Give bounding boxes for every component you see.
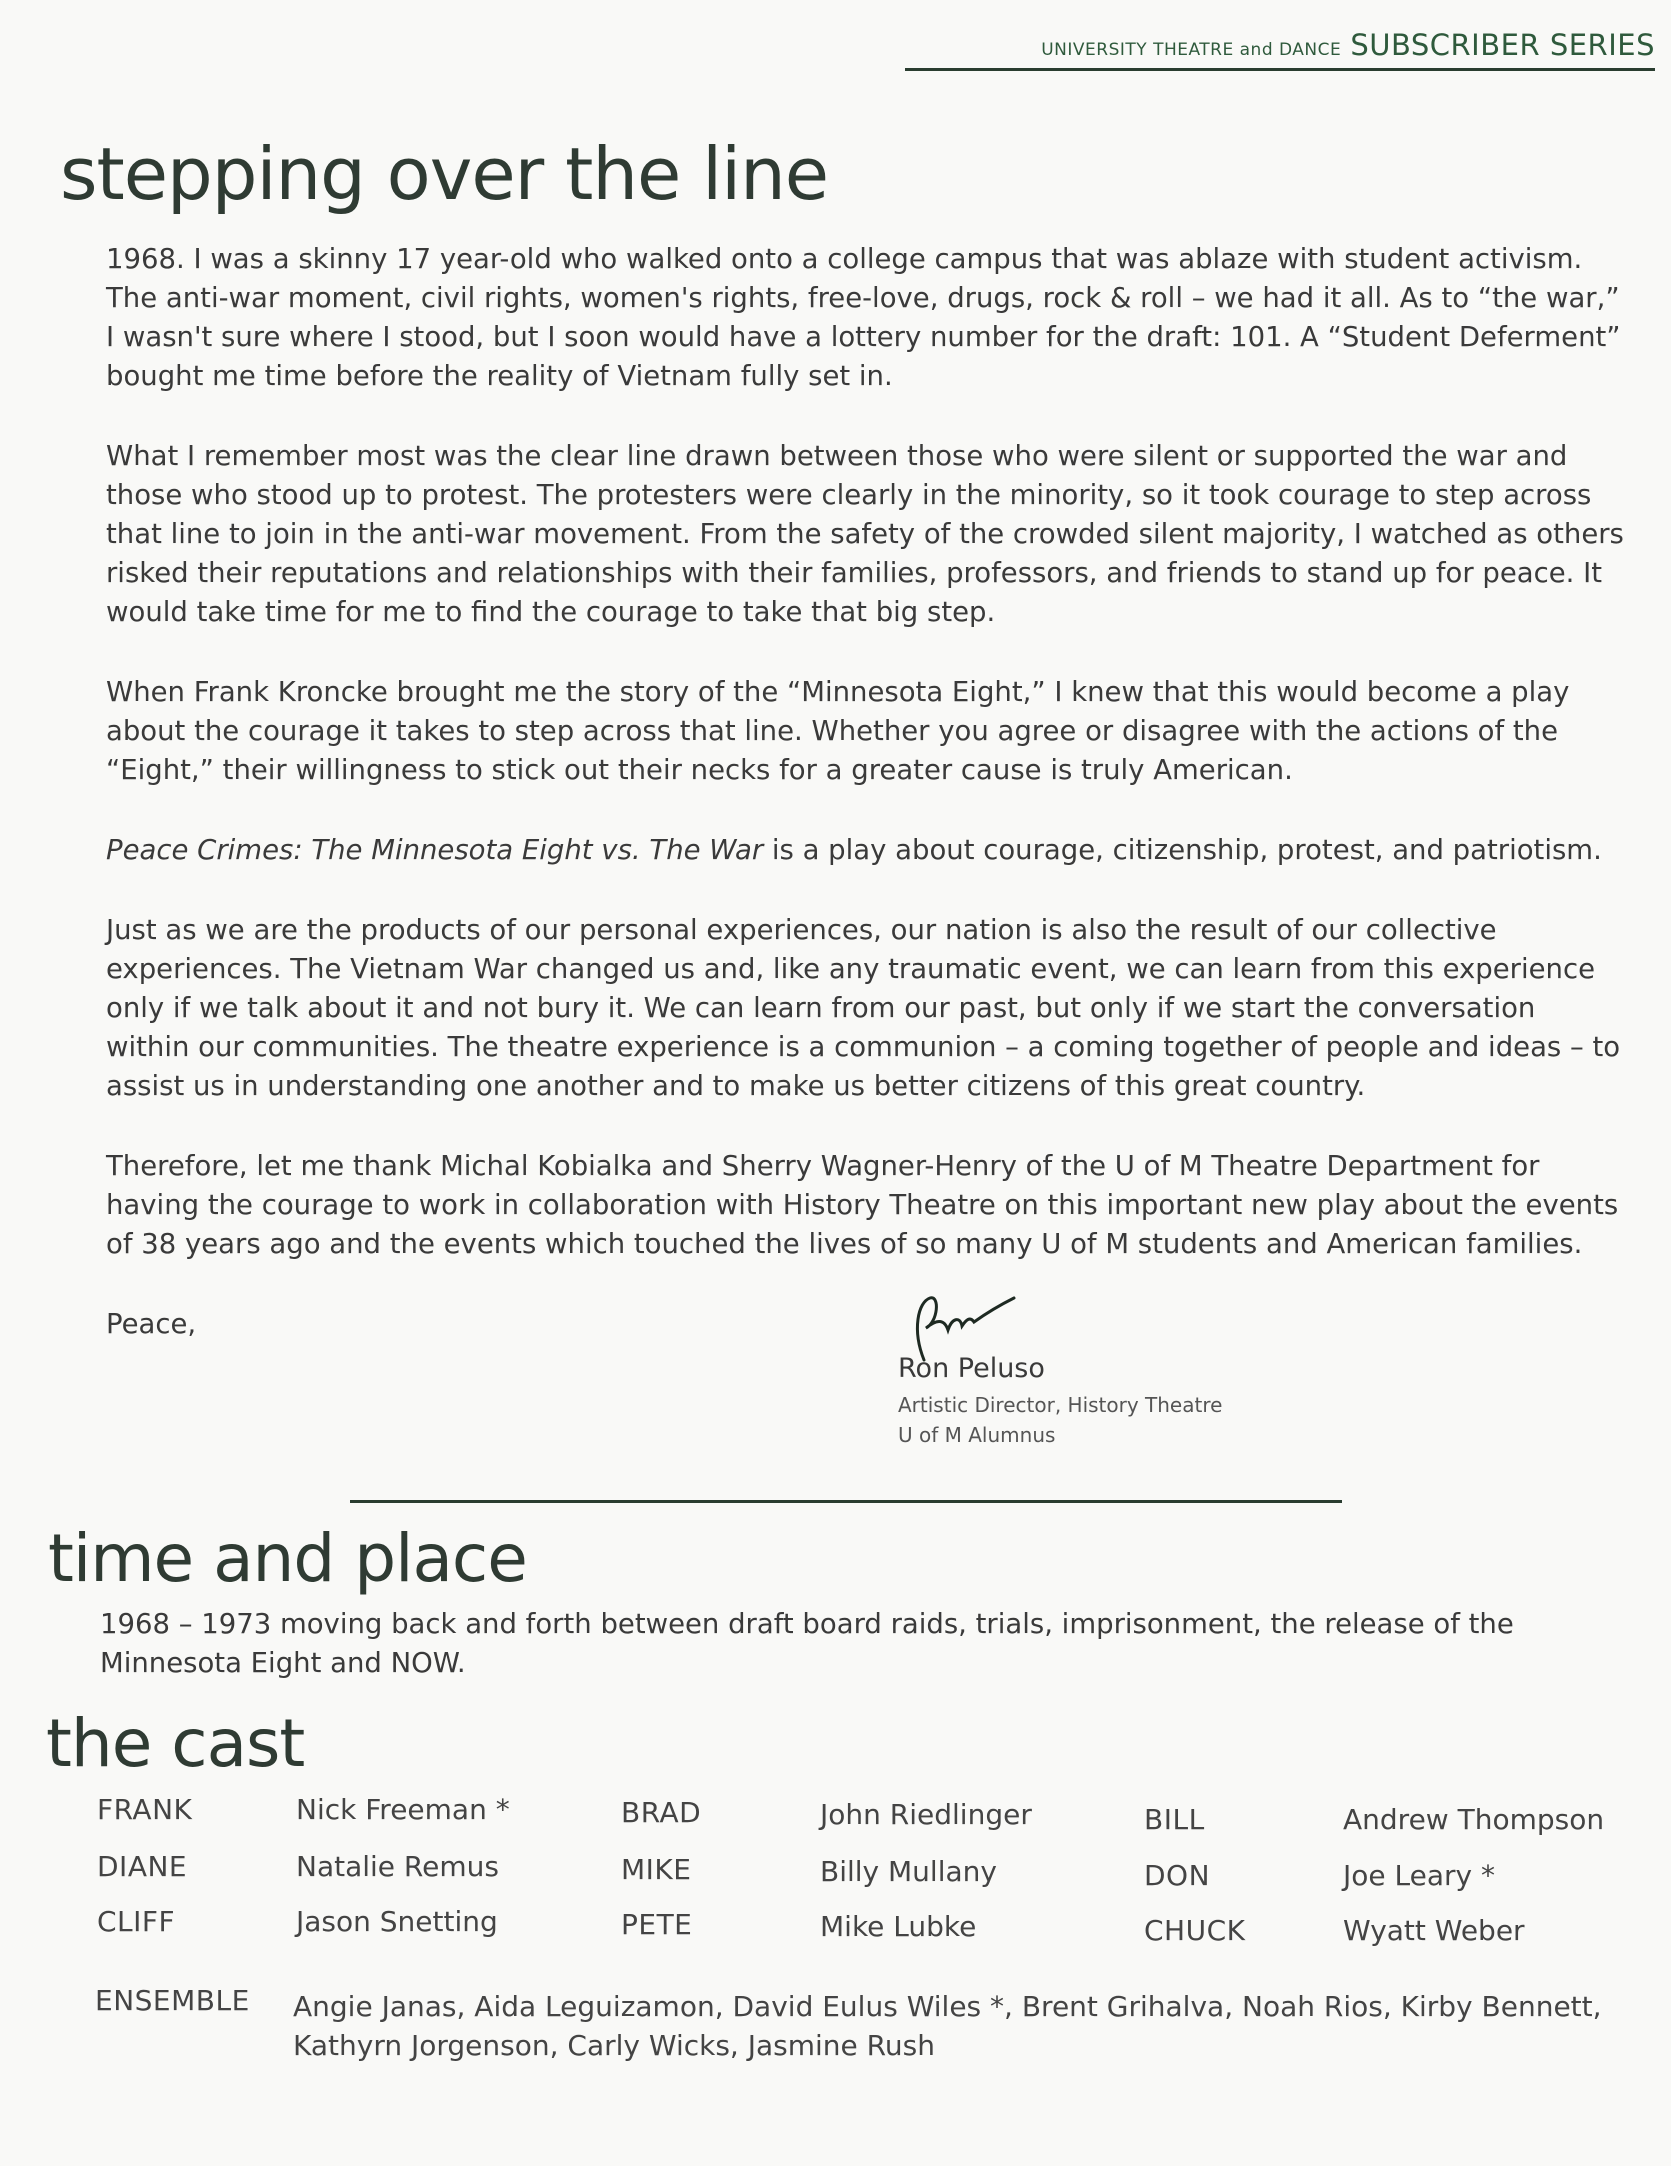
cast-role: BRAD [621, 1796, 702, 1829]
cast-role: CLIFF [97, 1905, 176, 1938]
signer-name: Ron Peluso [898, 1353, 1045, 1384]
cast-actor: Mike Lubke [820, 1910, 977, 1943]
letter-title: stepping over the line [60, 132, 829, 216]
letter-paragraph-3: When Frank Kroncke brought me the story of the “Minnesota Eight,” I knew that this would become a play about the courage it takes to step across that line. Whether you agree or disagree with the actions of the “Eight,” their willingness to stick out their necks for a greater cause is truly American. [106, 676, 1570, 786]
series-header [1041, 28, 1655, 62]
ensemble-names: Angie Janas, Aida Leguizamon, David Eulus Wiles *, Brent Grihalva, Noah Rios, Kirby Bennett, Kathyrn Jorgenson, Carly Wicks, Jasmine Rush [293, 1990, 1602, 2062]
header-divider [905, 68, 1655, 71]
time-place-text: 1968 – 1973 moving back and forth between draft board raids, trials, imprisonment, the release of the Minnesota Eight and NOW. [100, 1608, 1514, 1679]
cast-actor: Joe Leary * [1343, 1859, 1495, 1892]
letter-closing: Peace, [106, 1308, 197, 1340]
cast-role: PETE [621, 1908, 693, 1941]
cast-title: the cast [46, 1705, 305, 1782]
letter-paragraph-2: What I remember most was the clear line drawn between those who were silent or supported the war and those who stood up to protest. The protesters were clearly in the minority, so it took courage to step across that line to join in the anti-war movement. From the safety of the crowded silent majority, I watched as others risked their reputations and relationships with their families, professors, and friends to stand up for peace. It would take time for me to find the courage to take that big step. [106, 440, 1624, 628]
letter-paragraph-4 [106, 831, 1626, 870]
cast-role: MIKE [621, 1853, 692, 1886]
cast-actor: Natalie Remus [296, 1850, 499, 1883]
letter-paragraph-1: 1968. I was a skinny 17 year-old who walked onto a college campus that was ablaze with student activism. The anti-war moment, civil rights, women's rights, free-love, drugs, rock & roll – we had it all. As to “the war,” I wasn't sure where I stood, but I soon would have a lottery number for the draft: 101. A “Student Deferment” bought me time before the reality of Vietnam fully set in. [106, 243, 1621, 392]
series-name: SUBSCRIBER SERIES [1350, 28, 1655, 62]
cast-actor: Andrew Thompson [1343, 1803, 1605, 1836]
letter-paragraph-6: Therefore, let me thank Michal Kobialka and Sherry Wagner-Henry of the U of M Theatre Department for having the courage to work in collaboration with History Theatre on this important new play about the events of 38 years ago and the events which touched the lives of so many U of M students and American families. [106, 1150, 1619, 1260]
section-divider [350, 1500, 1342, 1503]
cast-actor: Nick Freeman * [296, 1793, 510, 1826]
cast-role: CHUCK [1144, 1914, 1246, 1947]
cast-actor: Jason Snetting [296, 1905, 498, 1938]
ensemble-label: ENSEMBLE [95, 1984, 250, 2017]
play-title: Peace Crimes: The Minnesota Eight vs. The War [106, 834, 764, 866]
cast-role: DON [1144, 1859, 1211, 1892]
cast-actor: Billy Mullany [820, 1855, 997, 1888]
cast-actor: Wyatt Weber [1343, 1914, 1525, 1947]
letter-body [106, 240, 1626, 1385]
org-name: UNIVERSITY THEATRE and DANCE [1041, 40, 1342, 60]
cast-role: DIANE [97, 1850, 188, 1883]
cast-role: FRANK [97, 1793, 193, 1826]
cast-actor: John Riedlinger [820, 1798, 1032, 1831]
play-description: is a play about courage, citizenship, protest, and patriotism. [763, 834, 1602, 866]
letter-paragraph-5: Just as we are the products of our personal experiences, our nation is also the result of our collective experiences. The Vietnam War changed us and, like any traumatic event, we can learn from this experience only if we talk about it and not bury it. We can learn from our past, but only if we start the conversation within our communities. The theatre experience is a communion – a coming together of people and ideas – to assist us in understanding one another and to make us better citizens of this great country. [106, 914, 1621, 1102]
time-place-title: time and place [48, 1520, 527, 1597]
cast-role: BILL [1144, 1803, 1205, 1836]
signer-affiliation: U of M Alumnus [898, 1423, 1056, 1447]
signer-title: Artistic Director, History Theatre [898, 1393, 1223, 1417]
